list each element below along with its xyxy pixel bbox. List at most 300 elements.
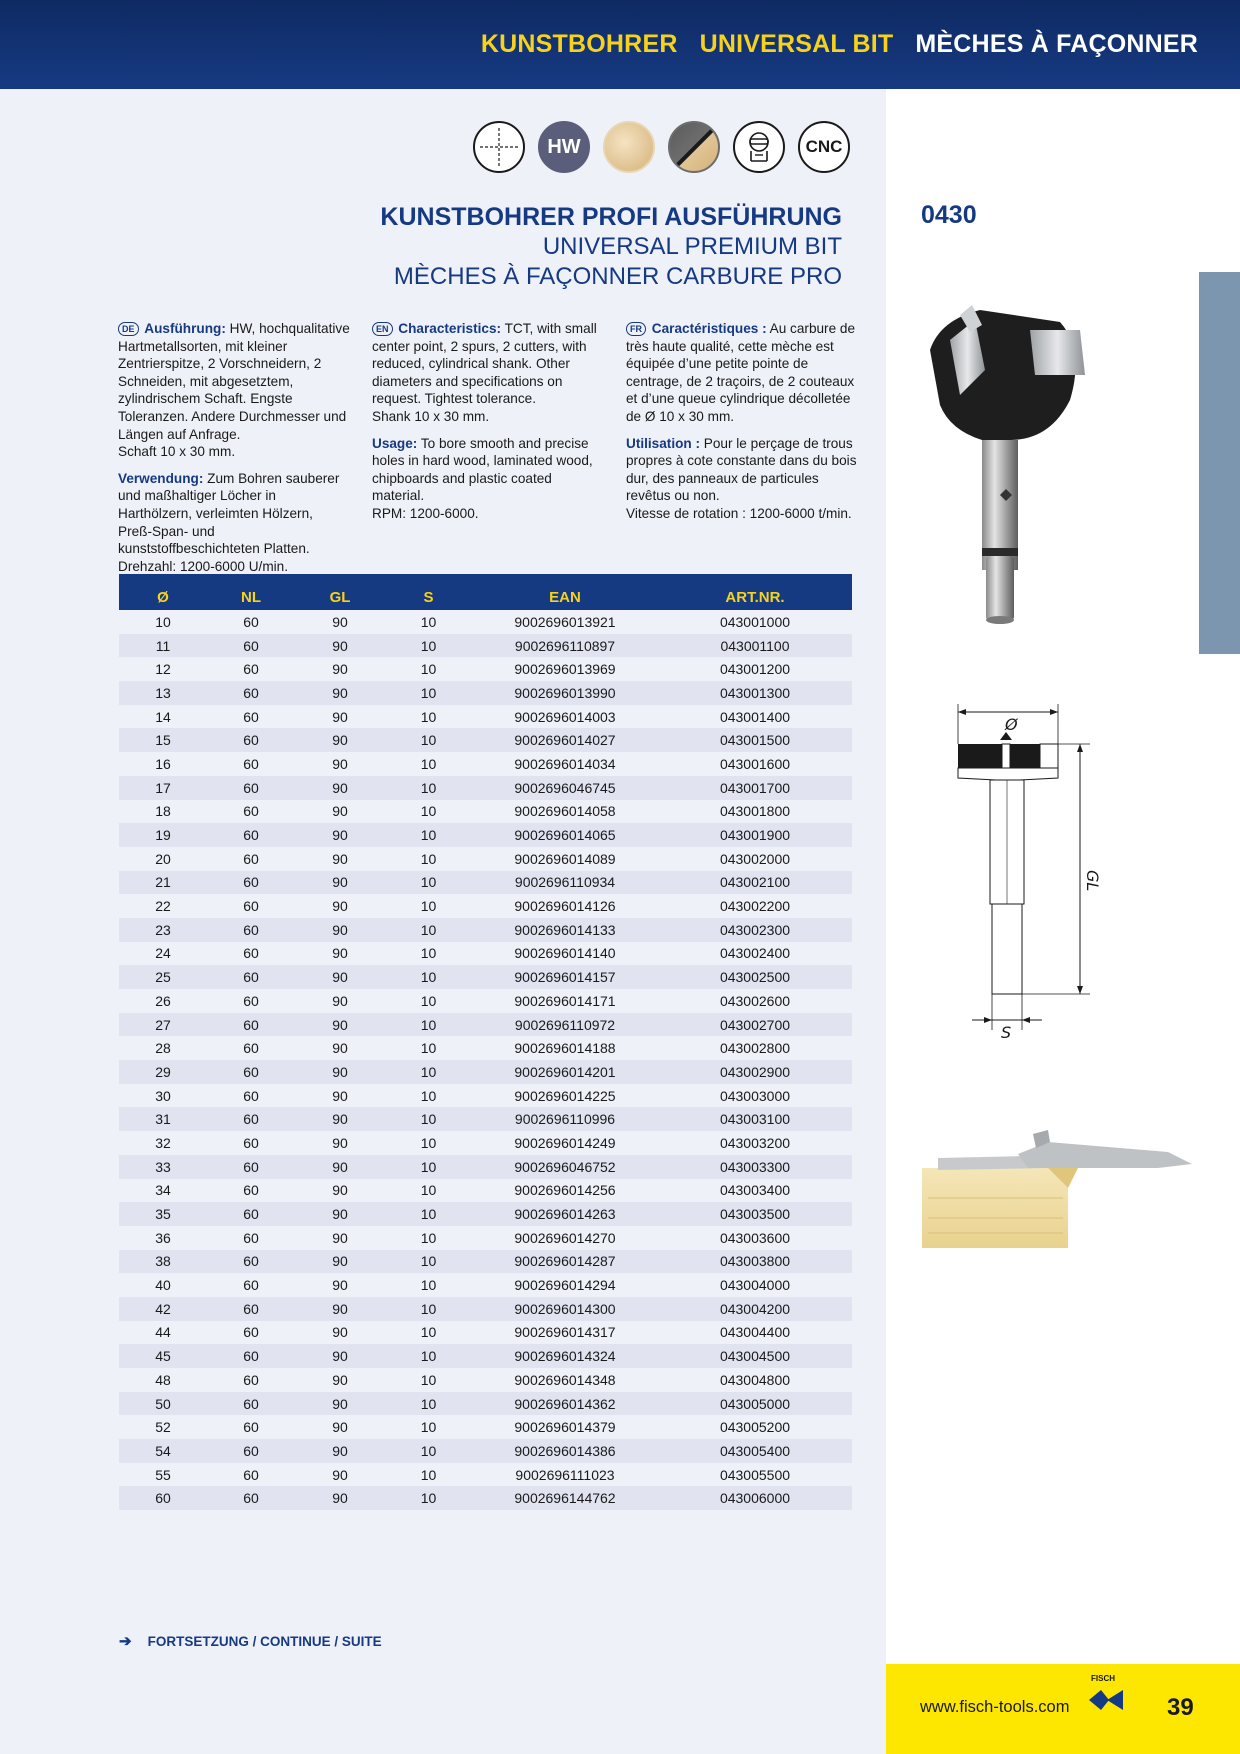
usage-label-en: Usage: [372,435,418,451]
cell-nl: 60 [207,1486,295,1510]
table-row [119,1439,852,1463]
table-row [119,871,852,895]
cell-diameter: 22 [119,894,207,918]
cell-nl: 60 [207,800,295,824]
cell-s: 10 [385,871,472,895]
cell-art-nr: 043001700 [658,776,852,800]
cell-gl: 90 [295,1202,385,1226]
cell-gl: 90 [295,871,385,895]
cell-s: 10 [385,1084,472,1108]
cell-s: 10 [385,989,472,1013]
table-row [119,1202,852,1226]
cell-nl: 60 [207,1273,295,1297]
cell-ean: 9002696014256 [472,1179,658,1203]
cell-diameter: 19 [119,823,207,847]
cell-ean: 9002696014249 [472,1131,658,1155]
cell-art-nr: 043003600 [658,1226,852,1250]
language-badge-de: DE [118,322,139,336]
cell-ean: 9002696110897 [472,634,658,658]
cell-diameter: 20 [119,847,207,871]
cell-nl: 60 [207,942,295,966]
table-row [119,1036,852,1060]
cell-s: 10 [385,1036,472,1060]
cell-ean: 9002696013990 [472,681,658,705]
cell-s: 10 [385,1107,472,1131]
usage-label-de: Verwendung: [118,470,204,486]
table-row [119,1060,852,1084]
column-header-s: S [385,574,472,610]
cell-ean: 9002696014065 [472,823,658,847]
cell-gl: 90 [295,1084,385,1108]
cell-s: 10 [385,657,472,681]
product-code: 0430 [921,201,977,229]
cell-nl: 60 [207,1415,295,1439]
cell-ean: 9002696014034 [472,752,658,776]
cell-ean: 9002696014362 [472,1392,658,1416]
table-row [119,823,852,847]
column-header-nl: NL [207,574,295,610]
cell-gl: 90 [295,1321,385,1345]
cell-nl: 60 [207,1179,295,1203]
cell-nl: 60 [207,681,295,705]
fisch-logo-icon [1087,1686,1127,1714]
cell-gl: 90 [295,1060,385,1084]
cell-nl: 60 [207,989,295,1013]
cell-ean: 9002696014027 [472,728,658,752]
cell-diameter: 50 [119,1392,207,1416]
cell-art-nr: 043002600 [658,989,852,1013]
cell-diameter: 33 [119,1155,207,1179]
cell-s: 10 [385,705,472,729]
cell-ean: 9002696013969 [472,657,658,681]
hw-icon: HW [538,121,590,173]
cell-ean: 9002696014157 [472,965,658,989]
cell-diameter: 24 [119,942,207,966]
language-badge-en: EN [372,322,393,336]
cell-nl: 60 [207,1344,295,1368]
cell-nl: 60 [207,918,295,942]
table-row [119,1463,852,1487]
cell-s: 10 [385,1013,472,1037]
cell-art-nr: 043002400 [658,942,852,966]
cell-art-nr: 043004000 [658,1273,852,1297]
cell-nl: 60 [207,776,295,800]
table-row [119,681,852,705]
cell-art-nr: 043002800 [658,1036,852,1060]
cell-gl: 90 [295,657,385,681]
cell-gl: 90 [295,1155,385,1179]
cell-nl: 60 [207,752,295,776]
cell-s: 10 [385,894,472,918]
cell-ean: 9002696014201 [472,1060,658,1084]
cell-s: 10 [385,1368,472,1392]
cell-s: 10 [385,1344,472,1368]
cell-ean: 9002696014225 [472,1084,658,1108]
cell-gl: 90 [295,847,385,871]
cell-diameter: 32 [119,1131,207,1155]
cell-diameter: 28 [119,1036,207,1060]
table-row [119,1344,852,1368]
cell-diameter: 60 [119,1486,207,1510]
cell-s: 10 [385,1321,472,1345]
cell-nl: 60 [207,610,295,634]
cell-nl: 60 [207,1392,295,1416]
cell-art-nr: 043001900 [658,823,852,847]
table-row [119,918,852,942]
table-row [119,1392,852,1416]
table-row [119,1250,852,1274]
product-title-en: UNIVERSAL PREMIUM BIT [542,233,842,260]
cell-ean: 9002696014287 [472,1250,658,1274]
cell-s: 10 [385,681,472,705]
description-en [372,320,604,532]
cell-art-nr: 043005500 [658,1463,852,1487]
table-body [119,610,852,1510]
cell-diameter: 13 [119,681,207,705]
cell-art-nr: 043002300 [658,918,852,942]
table-row [119,1084,852,1108]
description-de [118,320,350,584]
cell-nl: 60 [207,1463,295,1487]
continue-text: FORTSETZUNG / CONTINUE / SUITE [147,1633,382,1649]
cell-ean: 9002696014270 [472,1226,658,1250]
cell-gl: 90 [295,1250,385,1274]
usage-illustration [918,1128,1198,1248]
cell-gl: 90 [295,752,385,776]
cell-art-nr: 043006000 [658,1486,852,1510]
cell-gl: 90 [295,823,385,847]
cell-s: 10 [385,942,472,966]
cell-gl: 90 [295,1179,385,1203]
cell-gl: 90 [295,989,385,1013]
product-bit-image [920,300,1100,630]
cell-s: 10 [385,1392,472,1416]
cell-art-nr: 043002100 [658,871,852,895]
characteristics-text-fr: Au carbure de très haute qualité, cette mèche est équipée d’une petite pointe de centrage, de 2 traçoirs, de 2 couteaux et d’une queue cylindrique décolletée de Ø 10 x 30 mm. [626,321,856,424]
cell-diameter: 14 [119,705,207,729]
table-row [119,1415,852,1439]
product-table [119,574,852,1510]
cell-art-nr: 043001200 [658,657,852,681]
product-title-fr: MÈCHES À FAÇONNER CARBURE PRO [393,263,842,290]
cell-diameter: 35 [119,1202,207,1226]
table-row [119,800,852,824]
wood-icon [603,121,655,173]
cell-gl: 90 [295,1036,385,1060]
cell-diameter: 45 [119,1344,207,1368]
cell-ean: 9002696014294 [472,1273,658,1297]
cell-gl: 90 [295,1131,385,1155]
cell-gl: 90 [295,1463,385,1487]
table-row [119,894,852,918]
cell-ean: 9002696046745 [472,776,658,800]
cell-gl: 90 [295,1392,385,1416]
cell-art-nr: 043002900 [658,1060,852,1084]
cell-gl: 90 [295,1107,385,1131]
cell-art-nr: 043003800 [658,1250,852,1274]
cell-art-nr: 043003100 [658,1107,852,1131]
cell-diameter: 55 [119,1463,207,1487]
cell-s: 10 [385,1486,472,1510]
speed-text-de: Drehzahl: 1200-6000 U/min. [118,558,289,574]
cell-diameter: 10 [119,610,207,634]
cell-gl: 90 [295,942,385,966]
cell-art-nr: 043002000 [658,847,852,871]
laminate-icon [668,121,720,173]
cell-ean: 9002696014300 [472,1297,658,1321]
characteristics-label-en: Characteristics: [398,321,502,336]
table-row [119,1297,852,1321]
cell-gl: 90 [295,681,385,705]
page-header [0,0,1240,89]
cell-nl: 60 [207,1060,295,1084]
cell-s: 10 [385,1273,472,1297]
cell-s: 10 [385,1463,472,1487]
cell-nl: 60 [207,657,295,681]
section-tab-marker [1199,272,1240,654]
cell-s: 10 [385,800,472,824]
description-fr [626,320,858,532]
cell-s: 10 [385,728,472,752]
table-row [119,1321,852,1345]
cell-diameter: 44 [119,1321,207,1345]
product-title-block [380,202,842,292]
cell-ean: 9002696014317 [472,1321,658,1345]
speed-text-en: RPM: 1200-6000. [372,505,479,521]
cell-nl: 60 [207,705,295,729]
cell-s: 10 [385,1060,472,1084]
table-row [119,728,852,752]
cell-diameter: 31 [119,1107,207,1131]
cell-nl: 60 [207,871,295,895]
cell-diameter: 48 [119,1368,207,1392]
cell-ean: 9002696144762 [472,1486,658,1510]
cell-art-nr: 043003300 [658,1155,852,1179]
cell-s: 10 [385,610,472,634]
table-row [119,1107,852,1131]
cell-s: 10 [385,1297,472,1321]
cell-ean: 9002696014089 [472,847,658,871]
cell-gl: 90 [295,634,385,658]
cell-diameter: 25 [119,965,207,989]
cell-diameter: 34 [119,1179,207,1203]
column-header-gl: GL [295,574,385,610]
table-row [119,1155,852,1179]
cell-s: 10 [385,1179,472,1203]
cell-diameter: 16 [119,752,207,776]
table-header-row [119,574,852,610]
cell-art-nr: 043005400 [658,1439,852,1463]
table-row [119,989,852,1013]
cell-ean: 9002696014348 [472,1368,658,1392]
cell-s: 10 [385,965,472,989]
website-link[interactable]: www.fisch-tools.com [920,1698,1070,1716]
diameter-label: Ø [1005,715,1018,734]
cell-nl: 60 [207,1439,295,1463]
table-row [119,847,852,871]
table-row [119,657,852,681]
table-row [119,1273,852,1297]
cell-gl: 90 [295,728,385,752]
cell-diameter: 42 [119,1297,207,1321]
cell-gl: 90 [295,894,385,918]
cell-art-nr: 043002700 [658,1013,852,1037]
cell-ean: 9002696111023 [472,1463,658,1487]
column-header-diameter: Ø [119,574,207,610]
cell-nl: 60 [207,847,295,871]
cell-nl: 60 [207,1202,295,1226]
cell-gl: 90 [295,800,385,824]
cell-gl: 90 [295,1415,385,1439]
feature-icons [473,121,850,173]
page-footer [886,1664,1240,1754]
characteristics-text-en: TCT, with small center point, 2 spurs, 2 cutters, with reduced, cylindrical shank. Other diameters and specifications on request. Tightest tolerance. [372,321,597,407]
cell-ean: 9002696014324 [472,1344,658,1368]
cell-diameter: 40 [119,1273,207,1297]
cell-gl: 90 [295,965,385,989]
cell-ean: 9002696014263 [472,1202,658,1226]
cell-art-nr: 043001300 [658,681,852,705]
arrow-right-icon: ➔ [119,1633,132,1650]
cell-nl: 60 [207,1297,295,1321]
cell-ean: 9002696014126 [472,894,658,918]
cell-nl: 60 [207,1155,295,1179]
cell-nl: 60 [207,1131,295,1155]
usage-text-en: To bore smooth and precise holes in hard wood, laminated wood, chipboards and plastic coated material. [372,435,593,504]
cell-diameter: 30 [119,1084,207,1108]
cell-ean: 9002696013921 [472,610,658,634]
cell-diameter: 26 [119,989,207,1013]
cell-gl: 90 [295,1344,385,1368]
cell-s: 10 [385,823,472,847]
cell-gl: 90 [295,1439,385,1463]
cell-diameter: 23 [119,918,207,942]
cell-diameter: 27 [119,1013,207,1037]
cell-art-nr: 043001800 [658,800,852,824]
cell-ean: 9002696046752 [472,1155,658,1179]
cell-diameter: 11 [119,634,207,658]
cell-art-nr: 043001000 [658,610,852,634]
characteristics-label-fr: Caractéristiques : [651,321,767,336]
cell-nl: 60 [207,965,295,989]
brand-name: FISCH [1091,1674,1115,1683]
cell-art-nr: 043001500 [658,728,852,752]
cell-art-nr: 043004200 [658,1297,852,1321]
s-label: S [1001,1023,1012,1042]
product-title-de: KUNSTBOHRER PROFI AUSFÜHRUNG [380,203,842,231]
cell-gl: 90 [295,705,385,729]
cell-ean: 9002696110934 [472,871,658,895]
cell-ean: 9002696014379 [472,1415,658,1439]
gl-label: GL [1083,870,1102,892]
cell-diameter: 29 [119,1060,207,1084]
cell-nl: 60 [207,1368,295,1392]
header-title-en: UNIVERSAL BIT [699,30,894,58]
table-row [119,610,852,634]
page-number: 39 [1167,1694,1194,1721]
cell-diameter: 36 [119,1226,207,1250]
safety-icon [733,121,785,173]
cell-ean: 9002696014386 [472,1439,658,1463]
cell-s: 10 [385,1250,472,1274]
cell-s: 10 [385,634,472,658]
cell-diameter: 52 [119,1415,207,1439]
cell-nl: 60 [207,634,295,658]
cell-art-nr: 043002200 [658,894,852,918]
column-header-ean: EAN [472,574,658,610]
shank-text-en: Shank 10 x 30 mm. [372,408,490,424]
cell-nl: 60 [207,894,295,918]
header-title-de: KUNSTBOHRER [480,30,678,58]
table-row [119,1013,852,1037]
table-row [119,942,852,966]
cell-nl: 60 [207,1226,295,1250]
table-row [119,1226,852,1250]
cell-diameter: 21 [119,871,207,895]
cell-s: 10 [385,776,472,800]
cell-gl: 90 [295,776,385,800]
cell-gl: 90 [295,1368,385,1392]
table-row [119,1486,852,1510]
cell-diameter: 38 [119,1250,207,1274]
cell-gl: 90 [295,918,385,942]
center-point-icon [473,121,525,173]
cell-nl: 60 [207,1013,295,1037]
cell-s: 10 [385,1415,472,1439]
usage-text-fr: Pour le perçage de trous propres à cote constante dans du bois dur, des panneaux de particules revêtus ou non. [626,435,857,504]
cell-s: 10 [385,752,472,776]
table-row [119,776,852,800]
cell-s: 10 [385,1155,472,1179]
dimension-diagram [950,700,1100,1040]
usage-label-fr: Utilisation : [626,435,701,451]
cell-nl: 60 [207,1036,295,1060]
cell-art-nr: 043001400 [658,705,852,729]
shank-text-de: Schaft 10 x 30 mm. [118,444,236,460]
table-row [119,965,852,989]
language-badge-fr: FR [626,322,646,336]
cell-gl: 90 [295,610,385,634]
cell-gl: 90 [295,1226,385,1250]
speed-text-fr: Vitesse de rotation : 1200-6000 t/min. [626,505,852,521]
cell-nl: 60 [207,823,295,847]
cnc-icon: CNC [798,121,850,173]
cell-diameter: 18 [119,800,207,824]
cell-art-nr: 043003400 [658,1179,852,1203]
cell-gl: 90 [295,1013,385,1037]
cell-art-nr: 043003200 [658,1131,852,1155]
cell-art-nr: 043004500 [658,1344,852,1368]
cell-s: 10 [385,1202,472,1226]
cell-art-nr: 043004400 [658,1321,852,1345]
table-row [119,1368,852,1392]
cell-s: 10 [385,1131,472,1155]
cell-diameter: 12 [119,657,207,681]
characteristics-text-de: HW, hochqualitative Hartmetallsorten, mit kleiner Zentrierspitze, 2 Vorschneidern, 2 Schneiden, mit abgesetztem, zylindrischem Schaft. Engste Toleranzen. Andere Durchmesser und Längen auf Anfrage. [118,321,350,442]
cell-ean: 9002696014133 [472,918,658,942]
cell-nl: 60 [207,1321,295,1345]
table-row [119,1179,852,1203]
continue-link[interactable] [119,1632,382,1650]
cell-art-nr: 043002500 [658,965,852,989]
cell-nl: 60 [207,1107,295,1131]
cell-s: 10 [385,1226,472,1250]
table-row [119,1131,852,1155]
characteristics-label-de: Ausführung: [144,321,226,336]
table-row [119,705,852,729]
cell-gl: 90 [295,1273,385,1297]
cell-art-nr: 043004800 [658,1368,852,1392]
